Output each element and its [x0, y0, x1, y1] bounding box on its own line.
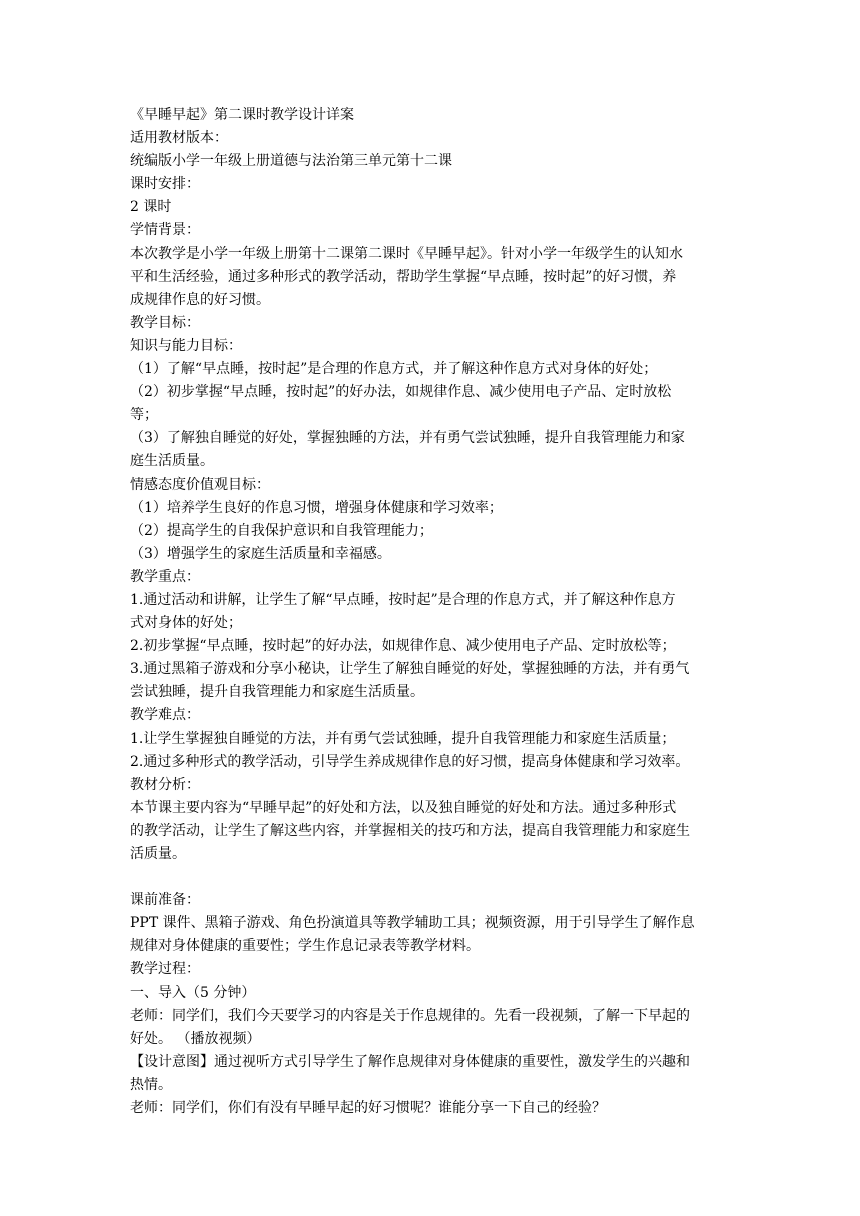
text-line: 规律对身体健康的重要性；学生作息记录表等教学材料。: [130, 938, 480, 955]
text-line: 教学重点：: [130, 568, 200, 585]
text-line: 适用教材版本：: [130, 130, 228, 147]
text-line: 2.通过多种形式的教学活动，引导学生养成规律作息的好习惯，提高身体健康和学习效率。: [130, 753, 690, 770]
text-line: 2.初步掌握“早点睡，按时起”的好办法，如规律作息、减少使用电子产品、定时放松等；: [130, 638, 676, 655]
text-line: 热情。: [130, 1076, 172, 1093]
document-body: [130, 104, 740, 1120]
text-line: 活质量。: [130, 846, 186, 862]
text-line: 本次教学是小学一年级上册第十二课第二课时《早睡早起》。针对小学一年级学生的认知水: [130, 245, 683, 262]
text-line: 课前准备：: [130, 892, 200, 909]
text-line: 尝试独睡，提升自我管理能力和家庭生活质量。: [130, 684, 424, 701]
text-line: 学情背景：: [130, 222, 200, 239]
text-line: 老师：同学们，你们有没有早睡早起的好习惯呢？谁能分享一下自己的经验？: [130, 1100, 606, 1117]
text-line: （1）了解“早点睡，按时起”是合理的作息方式，并了解这种作息方式对身体的好处；: [130, 361, 658, 378]
text-line: 好处。 （播放视频）: [130, 1030, 261, 1047]
text-line: 教学目标：: [130, 314, 200, 331]
text-line: 庭生活质量。: [130, 453, 214, 470]
text-line: 3.通过黑箱子游戏和分享小秘诀，让学生了解独自睡觉的好处，掌握独睡的方法，并有勇气: [130, 661, 690, 678]
text-line: 教学难点：: [130, 707, 200, 724]
text-line: 教材分析：: [130, 776, 200, 793]
text-line: 老师：同学们，我们今天要学习的内容是关于作息规律的。先看一段视频，了解一下早起的: [130, 1007, 690, 1024]
text-line: 知识与能力目标：: [130, 337, 242, 354]
text-line: 本节课主要内容为“早睡早起”的好处和方法，以及独自睡觉的好处和方法。通过多种形式: [130, 799, 677, 816]
text-line: PPT 课件、黑箱子游戏、角色扮演道具等教学辅助工具；视频资源，用于引导学生了解作息: [130, 915, 695, 932]
text-line: 教学过程：: [130, 961, 200, 978]
text-line: （3）了解独自睡觉的好处，掌握独睡的方法，并有勇气尝试独睡，提升自我管理能力和家: [130, 430, 685, 447]
text-line: 课时安排：: [130, 176, 200, 193]
text-line: （2）提高学生的自我保护意识和自我管理能力；: [130, 522, 433, 539]
text-line: （3）增强学生的家庭生活质量和幸福感。: [130, 545, 391, 562]
text-line: （1）培养学生良好的作息习惯，增强身体健康和学习效率；: [130, 499, 503, 516]
text-line: 情感态度价值观目标：: [130, 476, 270, 493]
text-line: 的教学活动，让学生了解这些内容，并掌握相关的技巧和方法，提高自我管理能力和家庭生: [130, 822, 690, 839]
blank-line: [130, 866, 740, 889]
text-line: 2 课时: [130, 199, 172, 216]
text-line: 等；: [130, 407, 158, 424]
document-title: 《早睡早起》第二课时教学设计详案: [130, 107, 354, 123]
text-line: 式对身体的好处；: [130, 615, 242, 632]
text-line: 【设计意图】通过视听方式引导学生了解作息规律对身体健康的重要性，激发学生的兴趣和: [130, 1053, 690, 1070]
text-line: 统编版小学一年级上册道德与法治第三单元第十二课: [130, 153, 452, 170]
text-line: 平和生活经验，通过多种形式的教学活动，帮助学生掌握“早点睡，按时起”的好习惯，养: [130, 268, 677, 285]
text-line: 成规律作息的好习惯。: [130, 291, 270, 308]
text-line: 1.让学生掌握独自睡觉的方法，并有勇气尝试独睡，提升自我管理能力和家庭生活质量；: [130, 730, 676, 747]
text-line: 1.通过活动和讲解，让学生了解“早点睡，按时起”是合理的作息方式，并了解这种作息方: [130, 591, 676, 608]
text-line: （2）初步掌握“早点睡，按时起”的好办法，如规律作息、减少使用电子产品、定时放松: [130, 384, 672, 401]
text-line: 一、导入（5 分钟）: [130, 984, 256, 1001]
